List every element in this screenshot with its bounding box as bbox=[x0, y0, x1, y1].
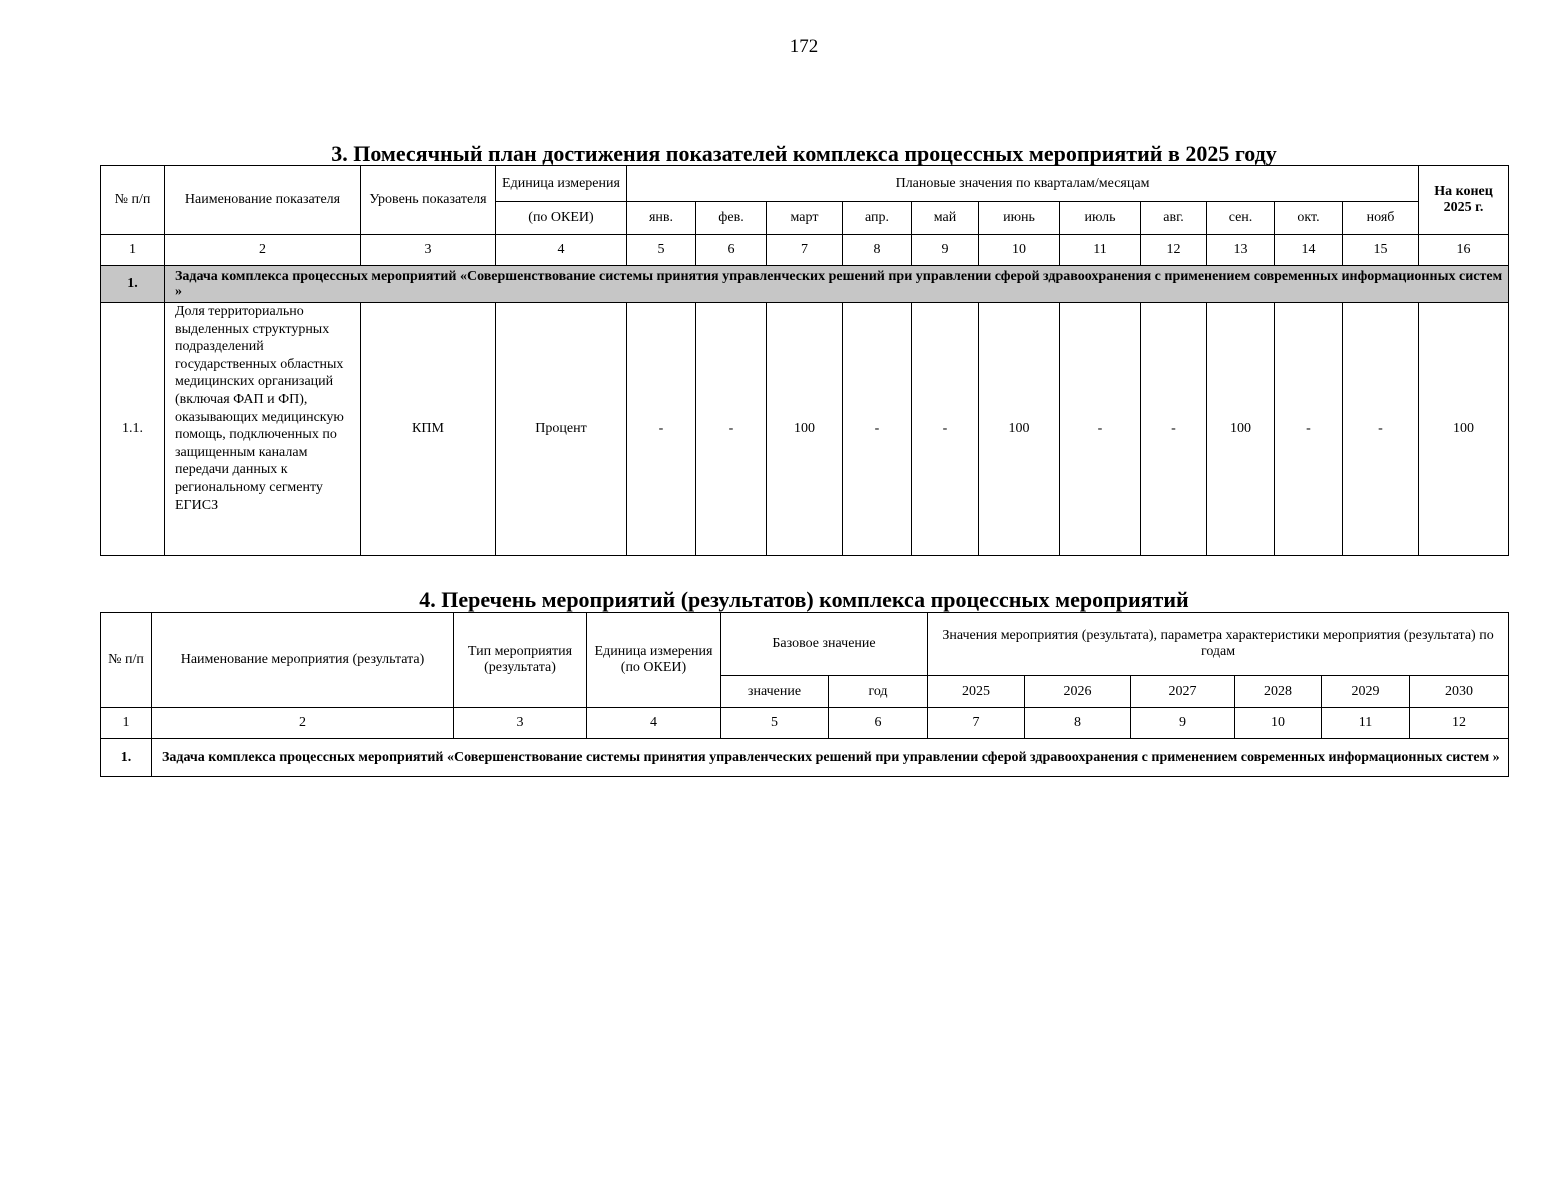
column-number: 14 bbox=[1275, 235, 1343, 266]
column-number: 11 bbox=[1060, 235, 1141, 266]
column-number: 9 bbox=[912, 235, 979, 266]
header-end-of-year: На конец 2025 г. bbox=[1419, 166, 1509, 235]
column-number: 10 bbox=[1235, 708, 1322, 739]
column-number: 6 bbox=[696, 235, 767, 266]
column-number: 7 bbox=[928, 708, 1025, 739]
column-number: 5 bbox=[627, 235, 696, 266]
header-month: нояб bbox=[1343, 202, 1419, 235]
task-num: 1. bbox=[101, 266, 165, 303]
indicator-name: Доля территориально выделенных структурных подразделений государственных областных медицинских организаций (включая ФАП и ФП), оказывающих медицинскую помощь, подключенных по защищенным каналам передачи данных к региональному сегменту ЕГИСЗ bbox=[165, 303, 361, 556]
column-number: 8 bbox=[843, 235, 912, 266]
header-activity-type: Тип мероприятия (результата) bbox=[454, 613, 587, 708]
header-base-value-value: значение bbox=[721, 676, 829, 708]
header-month: фев. bbox=[696, 202, 767, 235]
column-number: 12 bbox=[1410, 708, 1509, 739]
monthly-value: 100 bbox=[979, 303, 1060, 556]
monthly-plan-table bbox=[100, 165, 1509, 556]
monthly-value: 100 bbox=[767, 303, 843, 556]
column-number: 6 bbox=[829, 708, 928, 739]
section-4-title: 4. Перечень мероприятий (результатов) комплекса процессных мероприятий bbox=[419, 587, 1189, 612]
column-number: 13 bbox=[1207, 235, 1275, 266]
monthly-value: - bbox=[1275, 303, 1343, 556]
monthly-value: 100 bbox=[1207, 303, 1275, 556]
header-month: янв. bbox=[627, 202, 696, 235]
task-num: 1. bbox=[101, 739, 152, 777]
indicator-row bbox=[101, 303, 1509, 556]
header-num: № п/п bbox=[101, 166, 165, 235]
header-month: май bbox=[912, 202, 979, 235]
column-number: 12 bbox=[1141, 235, 1207, 266]
column-number: 3 bbox=[454, 708, 587, 739]
header-values-by-year: Значения мероприятия (результата), параметра характеристики мероприятия (результата) по годам bbox=[928, 613, 1509, 676]
column-number: 11 bbox=[1322, 708, 1410, 739]
header-unit-okei: (по ОКЕИ) bbox=[496, 202, 627, 235]
header-unit: Единица измерения bbox=[496, 166, 627, 202]
header-indicator-level: Уровень показателя bbox=[361, 166, 496, 235]
column-number: 9 bbox=[1131, 708, 1235, 739]
column-number: 3 bbox=[361, 235, 496, 266]
indicator-unit: Процент bbox=[496, 303, 627, 556]
monthly-value: - bbox=[627, 303, 696, 556]
header-month: окт. bbox=[1275, 202, 1343, 235]
monthly-value: - bbox=[912, 303, 979, 556]
header-year: 2030 bbox=[1410, 676, 1509, 708]
column-number: 4 bbox=[496, 235, 627, 266]
header-month: сен. bbox=[1207, 202, 1275, 235]
header-unit: Единица измерения (по ОКЕИ) bbox=[587, 613, 721, 708]
header-month: апр. bbox=[843, 202, 912, 235]
column-number: 1 bbox=[101, 708, 152, 739]
header-year: 2025 bbox=[928, 676, 1025, 708]
header-planned-values: Плановые значения по кварталам/месяцам bbox=[627, 166, 1419, 202]
header-month: июнь bbox=[979, 202, 1060, 235]
monthly-value: - bbox=[1060, 303, 1141, 556]
column-number: 16 bbox=[1419, 235, 1509, 266]
header-year: 2027 bbox=[1131, 676, 1235, 708]
header-month: июль bbox=[1060, 202, 1141, 235]
column-number: 2 bbox=[165, 235, 361, 266]
header-year: 2028 bbox=[1235, 676, 1322, 708]
monthly-value: - bbox=[1141, 303, 1207, 556]
column-numbers-row bbox=[101, 235, 1509, 266]
end-of-year-value: 100 bbox=[1419, 303, 1509, 556]
header-month: март bbox=[767, 202, 843, 235]
task-row bbox=[101, 266, 1509, 303]
header-activity-name: Наименование мероприятия (результата) bbox=[152, 613, 454, 708]
monthly-value: - bbox=[843, 303, 912, 556]
header-base-value-year: год bbox=[829, 676, 928, 708]
column-number: 4 bbox=[587, 708, 721, 739]
task-row bbox=[101, 739, 1509, 777]
indicator-level: КПМ bbox=[361, 303, 496, 556]
column-number: 5 bbox=[721, 708, 829, 739]
column-number: 7 bbox=[767, 235, 843, 266]
column-numbers-row bbox=[101, 708, 1509, 739]
column-number: 1 bbox=[101, 235, 165, 266]
header-num: № п/п bbox=[101, 613, 152, 708]
page-number: 172 bbox=[789, 36, 819, 57]
monthly-value: - bbox=[1343, 303, 1419, 556]
header-year: 2029 bbox=[1322, 676, 1410, 708]
column-number: 10 bbox=[979, 235, 1060, 266]
column-number: 2 bbox=[152, 708, 454, 739]
column-number: 15 bbox=[1343, 235, 1419, 266]
monthly-value: - bbox=[696, 303, 767, 556]
header-indicator-name: Наименование показателя bbox=[165, 166, 361, 235]
task-text: Задача комплекса процессных мероприятий «Совершенствование системы принятия управленческих решений при управлении сферой здравоохранения с применением современных информационных систем » bbox=[165, 266, 1509, 303]
section-3-title: 3. Помесячный план достижения показателей комплекса процессных мероприятий в 2025 году bbox=[331, 141, 1277, 166]
indicator-num: 1.1. bbox=[101, 303, 165, 556]
activities-table bbox=[100, 612, 1509, 777]
column-number: 8 bbox=[1025, 708, 1131, 739]
header-base-value: Базовое значение bbox=[721, 613, 928, 676]
task-text: Задача комплекса процессных мероприятий «Совершенствование системы принятия управленческих решений при управлении сферой здравоохранения с применением современных информационных систем » bbox=[152, 739, 1509, 777]
header-month: авг. bbox=[1141, 202, 1207, 235]
header-year: 2026 bbox=[1025, 676, 1131, 708]
